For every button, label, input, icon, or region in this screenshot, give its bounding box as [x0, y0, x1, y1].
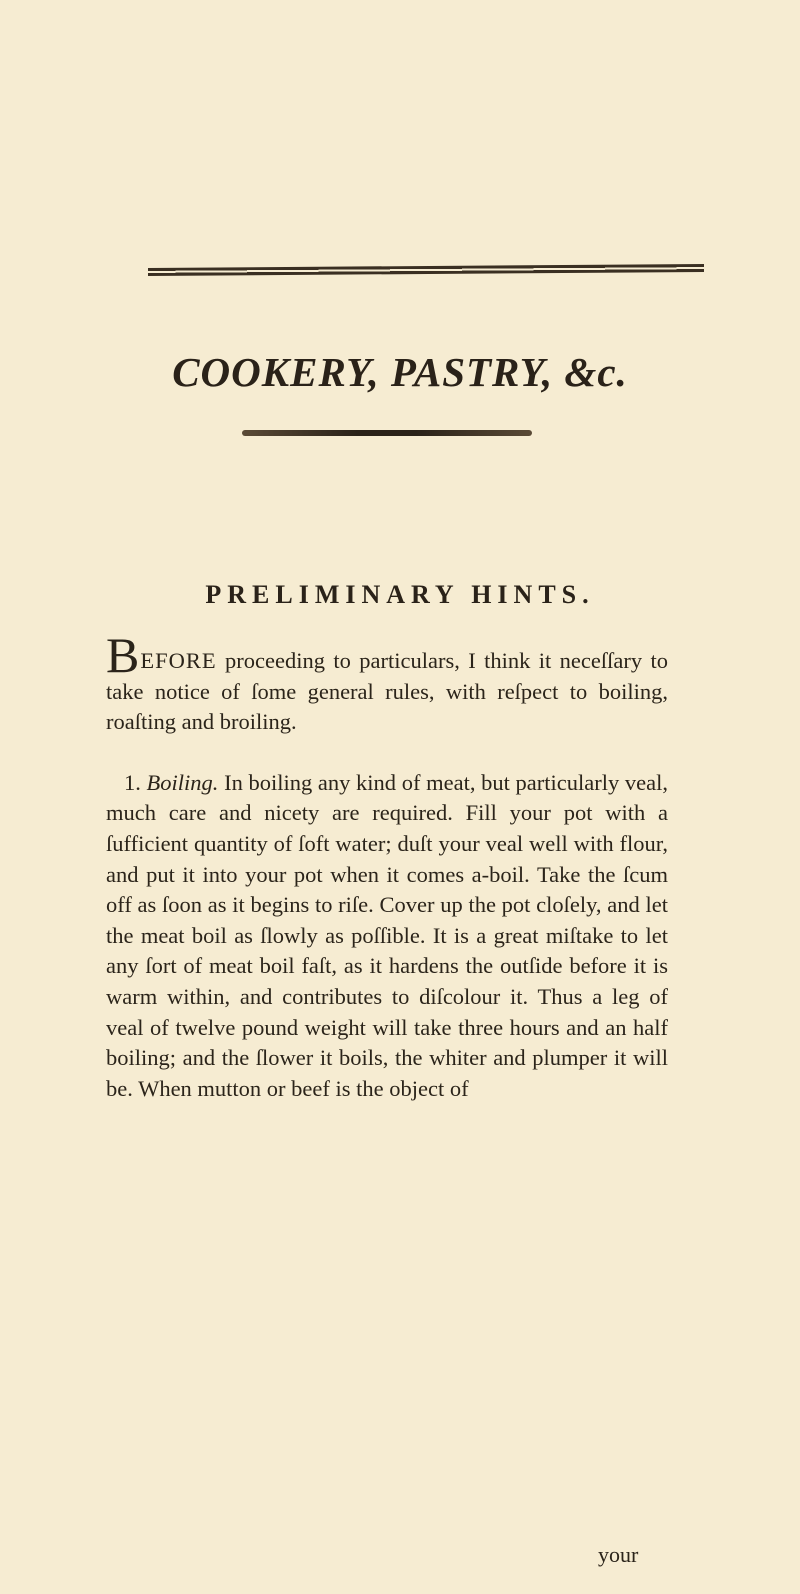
item-text: In boiling any kind of meat, but particularly veal, much care and nicety are required. Fill your pot with a ſufficient quantity of ſoft water; duſt your veal well with flour, and put it into your pot when it comes a-boil. Take the ſcum off as ſoon as it begins to riſe. Cover up the pot cloſely, and let the meat boil as ſlowly as poſſible. It is a great miſtake to let any ſort of meat boil faſt, as it hardens the outſide before it is warm within, and contributes to diſcolour it. Thus a leg of veal of twelve pound weight will take three hours and an half boiling; and the ſlower it boils, the whiter and plumper it will be. When mutton or beef is the object of: [106, 769, 668, 1101]
section-heading: PRELIMINARY HINTS.: [205, 580, 595, 609]
intro-lead-caps: EFORE: [140, 648, 217, 673]
title-rule: [242, 430, 532, 436]
item-title: Boiling.: [146, 769, 219, 795]
intro-paragraph: [106, 627, 668, 738]
catchword: your: [598, 1542, 639, 1567]
body-text: [106, 627, 668, 1104]
intro-text: proceeding to particulars, I think it neceſſary to take notice of ſome general rules, with reſpect to boiling, roaſting and broiling.: [106, 648, 668, 735]
page-title: COOKERY, PASTRY, &c.: [172, 349, 628, 395]
drop-cap: B: [106, 627, 140, 683]
item-number: 1.: [124, 769, 141, 795]
item-boiling-paragraph: [106, 768, 668, 1105]
top-double-rule: [148, 264, 704, 276]
